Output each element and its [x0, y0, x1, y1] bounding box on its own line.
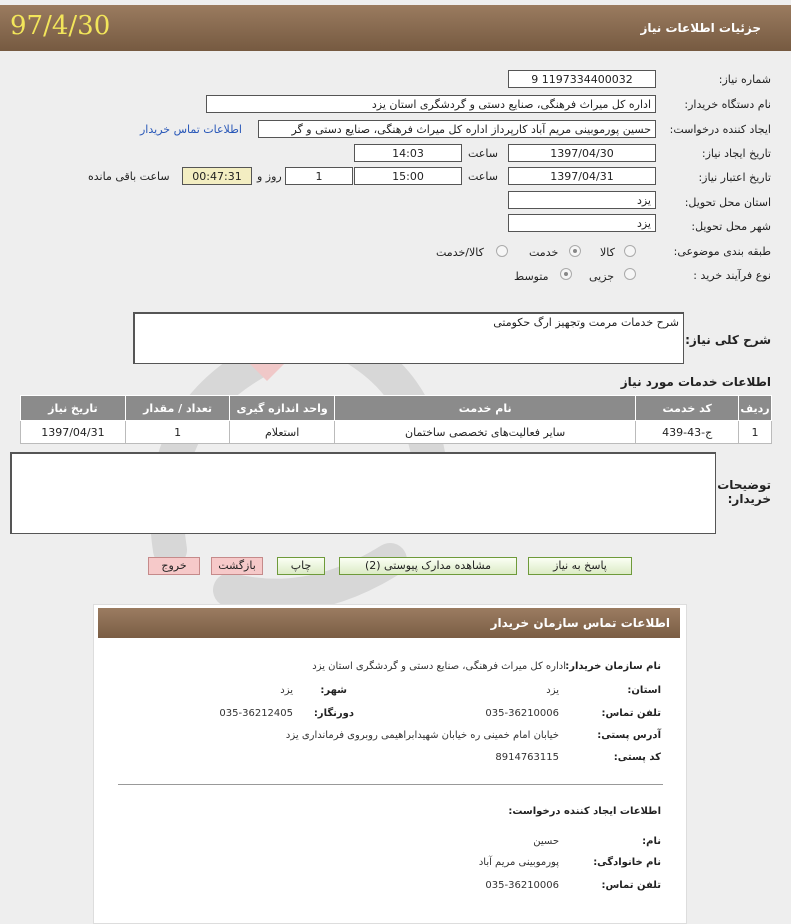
back-button[interactable]: بازگشت — [211, 557, 263, 575]
table-row — [21, 421, 772, 444]
remaining-label: ساعت باقی مانده — [88, 170, 170, 183]
valid-time-value: 15:00 — [392, 170, 424, 183]
cell-row: 1 — [739, 421, 772, 444]
description-textarea[interactable] — [133, 312, 684, 364]
col-quantity: تعداد / مقدار — [125, 396, 230, 421]
created-time-value: 14:03 — [392, 147, 424, 160]
valid-date-label: تاریخ اعتبار نیاز: — [698, 171, 771, 184]
exit-button[interactable]: خروج — [148, 557, 200, 575]
cell-quantity: 1 — [125, 421, 230, 444]
days-field[interactable] — [285, 167, 353, 185]
description-label: شرح کلی نیاز: — [685, 333, 771, 347]
process-medium-label: متوسط — [514, 270, 549, 283]
valid-date-field[interactable] — [508, 167, 656, 185]
need-number-label: شماره نیاز: — [718, 73, 771, 86]
need-number-value: 1197334400032 9 — [531, 73, 633, 86]
contact-address-label: آدرس پستی: — [597, 730, 661, 741]
contact-address-value: خیابان امام خمینی ره خیابان شهیدابراهیمی روبروی فرمانداری یزد — [285, 730, 559, 741]
services-section-title: اطلاعات خدمات مورد نیاز — [620, 375, 771, 389]
category-service-label: خدمت — [529, 246, 559, 259]
cell-unit: استعلام — [230, 421, 335, 444]
category-service-radio[interactable] — [569, 245, 581, 257]
contact-province-value: یزد — [546, 685, 559, 696]
valid-date-value: 1397/04/31 — [550, 170, 614, 183]
created-date-value: 1397/04/30 — [550, 147, 614, 160]
buyer-org-field[interactable] — [206, 95, 656, 113]
cell-service-name: سایر فعالیت‌های تخصصی ساختمان — [334, 421, 635, 444]
page-title: جزئیات اطلاعات نیاز — [640, 21, 761, 35]
remaining-time-field — [182, 167, 252, 185]
province-value: یزد — [636, 194, 651, 207]
contact-city-value: یزد — [280, 685, 293, 696]
category-both-radio[interactable] — [496, 245, 508, 257]
city-field[interactable] — [508, 214, 656, 232]
page-header — [0, 5, 791, 51]
org-name-label: نام سازمان خریدار: — [565, 661, 661, 672]
buyer-contact-card — [93, 604, 687, 924]
buyer-contact-link[interactable]: اطلاعات تماس خریدار — [140, 123, 242, 136]
need-number-field[interactable] — [508, 70, 656, 88]
services-table-header — [21, 396, 772, 421]
buyer-notes-textarea[interactable] — [10, 452, 716, 534]
postal-code-value: 8914763115 — [495, 752, 559, 763]
requester-field[interactable] — [258, 120, 656, 138]
cell-service-code: ج-43-439 — [636, 421, 739, 444]
contact-phone-label: تلفن تماس: — [601, 708, 661, 719]
contact-phone-value: 035-36210006 — [485, 708, 559, 719]
process-partial-label: جزیی — [589, 270, 615, 283]
contact-fax-label: دورنگار: — [313, 708, 354, 719]
services-table — [20, 395, 772, 444]
description-text: شرح خدمات مرمت وتجهیز ارگ حکومتی — [493, 316, 679, 329]
creator-first-name-value: حسین — [533, 836, 559, 847]
col-service-name: نام خدمت — [334, 396, 635, 421]
col-row: ردیف — [739, 396, 772, 421]
view-documents-button[interactable]: مشاهده مدارک پیوستی (2) — [339, 557, 517, 575]
created-time-label: ساعت — [468, 147, 498, 160]
buyer-org-label: نام دستگاه خریدار: — [684, 98, 771, 111]
created-date-label: تاریخ ایجاد نیاز: — [701, 147, 771, 160]
creator-phone-value: 035-36210006 — [485, 880, 559, 891]
contact-card-title: اطلاعات تماس سازمان خریدار — [490, 616, 670, 630]
valid-time-label: ساعت — [468, 170, 498, 183]
remaining-time-value: 00:47:31 — [192, 170, 242, 183]
creator-first-name-label: نام: — [642, 836, 661, 847]
col-need-date: تاریخ نیاز — [21, 396, 126, 421]
creator-last-name-value: پورموبینی مریم آباد — [478, 857, 559, 868]
cell-need-date: 1397/04/31 — [21, 421, 126, 444]
province-label: استان محل تحویل: — [684, 196, 771, 209]
process-medium-radio[interactable] — [560, 268, 572, 280]
contact-city-label: شهر: — [320, 685, 347, 696]
header-date: 97/4/30 — [10, 11, 111, 41]
print-button[interactable]: چاپ — [277, 557, 325, 575]
category-both-label: کالا/خدمت — [436, 246, 484, 259]
days-value: 1 — [315, 170, 323, 183]
creator-phone-label: تلفن تماس: — [601, 880, 661, 891]
contact-province-label: استان: — [627, 685, 661, 696]
org-name-value: اداره کل میراث فرهنگی، صنایع دستی و گردشگری استان یزد — [312, 661, 566, 672]
category-goods-label: کالا — [600, 246, 615, 259]
postal-code-label: کد پستی: — [613, 752, 661, 763]
city-label: شهر محل تحویل: — [691, 220, 771, 233]
card-divider — [118, 784, 663, 785]
province-field[interactable] — [508, 191, 656, 209]
category-label: طبقه بندی موضوعی: — [673, 245, 771, 258]
days-label: روز و — [257, 170, 282, 183]
category-goods-radio[interactable] — [624, 245, 636, 257]
creator-section-title: اطلاعات ایجاد کننده درخواست: — [508, 806, 661, 817]
created-date-field[interactable] — [508, 144, 656, 162]
process-type-label: نوع فرآیند خرید : — [693, 269, 771, 282]
process-partial-radio[interactable] — [624, 268, 636, 280]
col-service-code: کد خدمت — [636, 396, 739, 421]
contact-card-header — [98, 608, 680, 638]
creator-last-name-label: نام خانوادگی: — [593, 857, 661, 868]
reply-button[interactable]: پاسخ به نیاز — [528, 557, 632, 575]
valid-time-field[interactable] — [354, 167, 462, 185]
buyer-org-value: اداره کل میراث فرهنگی، صنایع دستی و گردشگری استان یزد — [371, 98, 651, 111]
buyer-notes-label: توضیحات خریدار: — [717, 478, 771, 506]
col-unit: واحد اندازه گیری — [230, 396, 335, 421]
requester-label: ایجاد کننده درخواست: — [669, 123, 771, 136]
contact-fax-value: 035-36212405 — [219, 708, 293, 719]
city-value: یزد — [636, 217, 651, 230]
requester-value: حسین پورموبینی مریم آباد کارپرداز اداره کل میراث فرهنگی، صنایع دستی و گر — [291, 123, 651, 136]
created-time-field[interactable] — [354, 144, 462, 162]
